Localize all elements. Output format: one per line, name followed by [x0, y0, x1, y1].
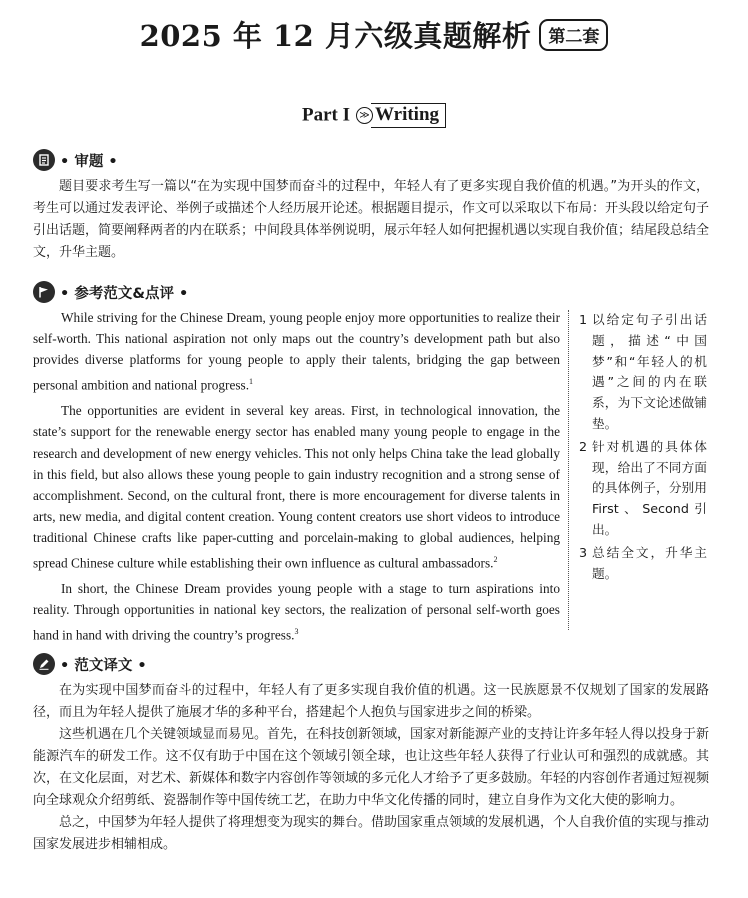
title-text: 2025 年 12 月六级真题解析 [139, 19, 532, 53]
note-item [579, 437, 707, 541]
note-item [579, 310, 707, 435]
note-text: 针对机遇的具体体现，给出了不同方面的具体例子，分别用First、Second引出。 [592, 438, 707, 537]
note-number: 3 [579, 544, 588, 560]
translation-paragraph: 总之，中国梦为年轻人提供了将理想变为现实的舞台。借助国家重点领域的发展机遇，个人自我价值的实现与推动国家发展进步相辅相成。 [33, 815, 710, 852]
review-paragraph: 题目要求考生写一篇以“在为实现中国梦而奋斗的过程中，年轻人有了更多实现自我价值的机遇。”为开头的作文，考生可以通过发表评论、举例子或描述个人经历展开论述。根据题目提示，作文可以采取以下布局：开头段以给定句子引出话题，简要阐释两者的内在联系；中间段具体举例说明，展示年轻人如何把握机遇以实现自我价值；结尾段总结全文，升华主题。 [33, 179, 710, 260]
note-number: 1 [579, 312, 588, 327]
section-review-body [33, 176, 709, 264]
chevron-right-icon: ≫ [356, 107, 373, 124]
section-review-title: • 审题 • [60, 153, 118, 170]
notes-divider [568, 310, 569, 630]
translation-paragraph: 这些机遇在几个关键领域显而易见。首先，在科技创新领域，国家对新能源产业的支持让许多年轻人得以投身于新能源汽车的研发工作。这不仅有助于中国在这个领域引领全球，也让这些年轻人获得了行业认可和强烈的成就感。其次，在文化层面，对艺术、新媒体和数字内容创作等领域的多元化人才给予了更多鼓励。年轻的内容创作者通过短视频向全球观众介绍剪纸、瓷器制作等中国传统工艺，在助力中华文化传播的同时，建立自身作为文化大使的影响力。 [33, 727, 710, 808]
section-translation-title: • 范文译文 • [60, 657, 147, 674]
note-mark: 1 [249, 376, 254, 386]
essay-paragraph [33, 400, 560, 573]
essay-text: While striving for the Chinese Dream, young people enjoy more opportunities to realize their self-worth. This national aspiration not only maps out the country’s development path but also provides diverse platforms for young people to apply their talents, bridging the gap between personal ambition and national progress. [33, 310, 560, 393]
part-name: Writing [371, 103, 446, 128]
note-text: 以给定句子引出话题，描述“中国梦”和“年轻人的机遇”之间的内在联系，为下文论述做铺垫。 [592, 312, 707, 431]
note-text: 总结全文，升华主题。 [592, 544, 707, 581]
section-review-heading [33, 148, 118, 172]
document-icon [33, 149, 55, 171]
section-translation-body [33, 680, 709, 856]
essay-paragraph [33, 307, 560, 395]
part-heading [0, 103, 748, 128]
note-number: 2 [579, 438, 588, 454]
page-title [0, 14, 748, 55]
note-item [579, 543, 707, 585]
flag-icon [33, 281, 55, 303]
part-label: Part I [301, 104, 350, 126]
sample-essay [33, 307, 560, 645]
translation-paragraph: 在为实现中国梦而奋斗的过程中，年轻人有了更多实现自我价值的机遇。这一民族愿景不仅规划了国家的发展路径，而且为年轻人提供了施展才华的多种平台，搭建起个人抱负与国家进步之间的桥梁。 [33, 683, 709, 720]
essay-paragraph [33, 578, 560, 645]
essay-text: The opportunities are evident in several key areas. First, in technological innovation, the state’s support for the renewable energy sector has enabled many young people to engage in the research and development of new energy vehicles. This not only helps China take the lead globally in this field, but also allows these young people to gain industry recognition and a strong sense of accomplishment. Second, on the cultural front, there is more encouragement for diverse talents in arts, new media, and digital content creation. Young content creators use short videos to introduce traditional Chinese crafts like paper-cutting and porcelain-making to global audiences, helping spread Chinese culture while establishing their own influence as cultural ambassadors. [33, 403, 560, 571]
pen-icon [33, 653, 55, 675]
section-sample-heading [33, 280, 188, 304]
note-mark: 3 [294, 626, 299, 636]
note-mark: 2 [493, 554, 498, 564]
set-badge: 第二套 [539, 19, 608, 51]
essay-text: In short, the Chinese Dream provides young people with a stage to turn aspirations into reality. Through opportunities in national key sectors, the realization of personal self-worth goes hand in hand with driving the country’s progress. [33, 581, 560, 643]
commentary-notes [579, 310, 707, 586]
section-sample-title: • 参考范文&点评 • [60, 285, 189, 302]
section-translation-heading [33, 652, 147, 676]
